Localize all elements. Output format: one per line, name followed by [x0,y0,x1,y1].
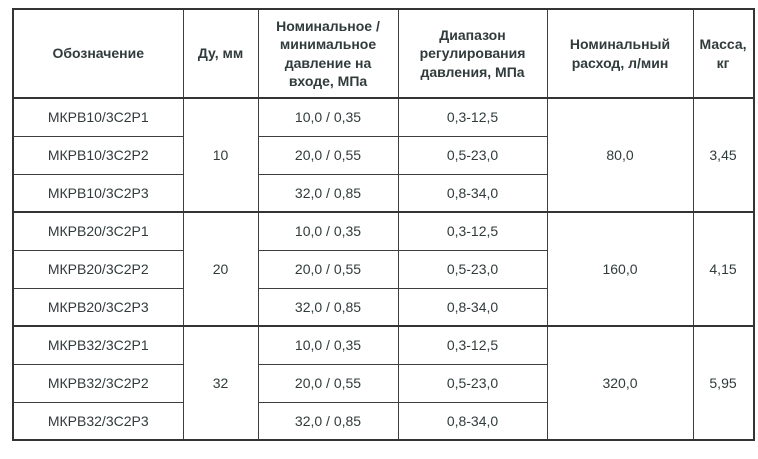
du-cell: 32 [183,326,258,440]
range-cell: 0,3-12,5 [398,326,547,364]
col-header-nominal-flow: Номинальный расход, л/мин [547,9,693,98]
pressure-cell: 32,0 / 0,85 [258,174,398,212]
range-cell: 0,5-23,0 [398,364,547,402]
range-cell: 0,8-34,0 [398,402,547,440]
col-header-designation: Обозначение [13,9,183,98]
col-header-inlet-pressure: Номинальное / минимальное давление на входе, МПа [258,9,398,98]
table-row [13,98,754,136]
range-cell: 0,3-12,5 [398,212,547,250]
range-cell: 0,5-23,0 [398,136,547,174]
designation-cell: МКРВ32/3С2Р1 [13,326,183,364]
col-header-mass: Масса, кг [693,9,754,98]
pressure-cell: 10,0 / 0,35 [258,212,398,250]
designation-cell: МКРВ32/3С2Р3 [13,402,183,440]
du-cell: 20 [183,212,258,326]
spec-table [12,8,755,441]
pressure-cell: 20,0 / 0,55 [258,364,398,402]
range-cell: 0,5-23,0 [398,250,547,288]
table-body [13,98,754,440]
mass-cell: 3,45 [693,98,754,212]
spec-table-container [12,8,755,441]
mass-cell: 5,95 [693,326,754,440]
header-row [13,9,754,98]
pressure-cell: 32,0 / 0,85 [258,402,398,440]
designation-cell: МКРВ32/3С2Р2 [13,364,183,402]
flow-cell: 80,0 [547,98,693,212]
col-header-regulation-range: Диапазон регулирования давления, МПа [398,9,547,98]
designation-cell: МКРВ10/3С2Р2 [13,136,183,174]
flow-cell: 320,0 [547,326,693,440]
pressure-cell: 32,0 / 0,85 [258,288,398,326]
designation-cell: МКРВ20/3С2Р3 [13,288,183,326]
mass-cell: 4,15 [693,212,754,326]
range-cell: 0,8-34,0 [398,174,547,212]
table-row [13,326,754,364]
pressure-cell: 10,0 / 0,35 [258,326,398,364]
pressure-cell: 10,0 / 0,35 [258,98,398,136]
range-cell: 0,8-34,0 [398,288,547,326]
designation-cell: МКРВ20/3С2Р2 [13,250,183,288]
pressure-cell: 20,0 / 0,55 [258,250,398,288]
designation-cell: МКРВ20/3С2Р1 [13,212,183,250]
designation-cell: МКРВ10/3С2Р1 [13,98,183,136]
pressure-cell: 20,0 / 0,55 [258,136,398,174]
du-cell: 10 [183,98,258,212]
table-row [13,212,754,250]
col-header-du: Ду, мм [183,9,258,98]
range-cell: 0,3-12,5 [398,98,547,136]
designation-cell: МКРВ10/3С2Р3 [13,174,183,212]
flow-cell: 160,0 [547,212,693,326]
table-header [13,9,754,98]
